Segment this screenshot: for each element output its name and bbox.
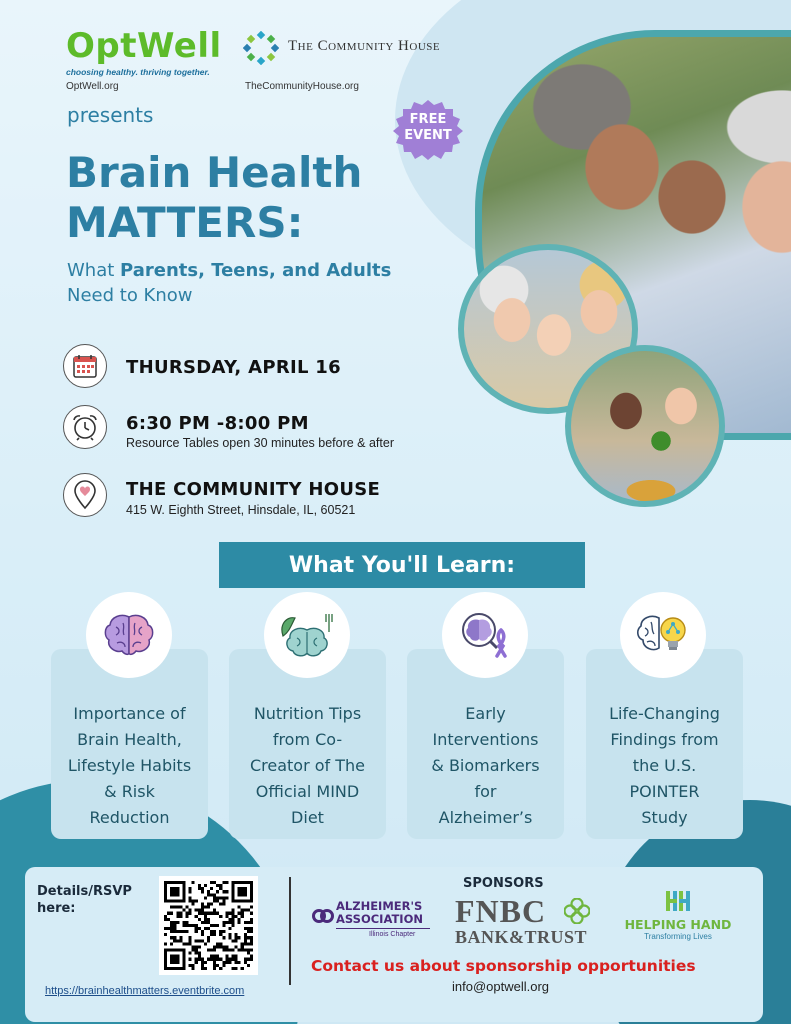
fnbc-clover-icon: [564, 898, 590, 924]
brain-nutrition-icon: [264, 592, 350, 678]
rsvp-qr-code[interactable]: [159, 876, 258, 975]
photo-teens-vegetables: [565, 345, 725, 507]
location-heart-icon: [63, 473, 107, 517]
free-event-badge: [388, 100, 468, 160]
topic-text: Importance of Brain Health, Lifestyle Habits & Risk Reduction: [67, 704, 192, 827]
helping-hand-icon: [664, 889, 692, 913]
fnbc-line1: FNBC: [455, 893, 547, 929]
title-line2: MATTERS:: [66, 198, 304, 247]
badge-line1: FREE: [409, 112, 447, 127]
event-date: THURSDAY, APRIL 16: [126, 357, 341, 378]
presents-label: presents: [67, 103, 154, 127]
alz-line1: ALZHEIMER'S: [336, 899, 423, 913]
fnbc-line2: BANK&TRUST: [455, 927, 588, 947]
badge-line2: EVENT: [404, 128, 452, 143]
calendar-icon: [63, 344, 107, 388]
alzheimers-association-logo: [312, 900, 432, 945]
subtitle-line2: Need to Know: [67, 285, 193, 306]
topic-text: Nutrition Tips from Co- Creator of The Official MIND Diet: [249, 704, 366, 827]
title-line1: Brain Health: [66, 148, 363, 197]
helping-hand-logo: [617, 889, 739, 941]
learn-banner: What You'll Learn:: [219, 542, 585, 588]
topic-text: Life-Changing Findings from the U.S. POINTER Study: [609, 704, 720, 827]
brain-magnifier-ribbon-icon: [442, 592, 528, 678]
subtitle: [67, 258, 391, 308]
contact-email[interactable]: info@optwell.org: [452, 979, 550, 994]
community-house-logo-text: The Community House: [288, 38, 441, 54]
brain-lightbulb-icon: [620, 592, 706, 678]
event-time: 6:30 PM -8:00 PM: [126, 413, 309, 434]
alz-line2: ASSOCIATION: [336, 912, 423, 926]
alz-symbol-icon: [312, 905, 334, 927]
hh-tagline: Transforming Lives: [644, 932, 712, 941]
subtitle-bold: Parents, Teens, and Adults: [120, 260, 392, 281]
topic-text: Early Interventions & Biomarkers for Alzheimer’s: [431, 704, 540, 827]
optwell-url[interactable]: OptWell.org: [66, 81, 119, 92]
alz-chapter: Illinois Chapter: [369, 931, 416, 938]
brain-icon: [86, 592, 172, 678]
event-address: 415 W. Eighth Street, Hinsdale, IL, 60521: [126, 503, 356, 517]
rsvp-link[interactable]: https://brainhealthmatters.eventbrite.com: [45, 985, 245, 997]
event-time-note: Resource Tables open 30 minutes before & after: [126, 436, 394, 450]
optwell-tagline: choosing healthy. thriving together.: [66, 67, 210, 77]
alarm-clock-icon: [63, 405, 107, 449]
footer-divider: [289, 877, 291, 985]
community-house-url[interactable]: TheCommunityHouse.org: [245, 81, 359, 92]
details-rsvp-label: Details/RSVP here:: [37, 884, 132, 916]
sponsorship-contact-text: Contact us about sponsorship opportunities: [311, 957, 696, 975]
sponsors-heading: SPONSORS: [463, 876, 544, 891]
subtitle-prefix: What: [67, 260, 121, 281]
event-venue: THE COMMUNITY HOUSE: [126, 479, 381, 500]
hh-name: HELPING HAND: [624, 917, 732, 932]
optwell-logo: OptWell: [66, 26, 222, 66]
page-title: [66, 148, 362, 248]
community-house-logo-icon: [243, 31, 279, 65]
